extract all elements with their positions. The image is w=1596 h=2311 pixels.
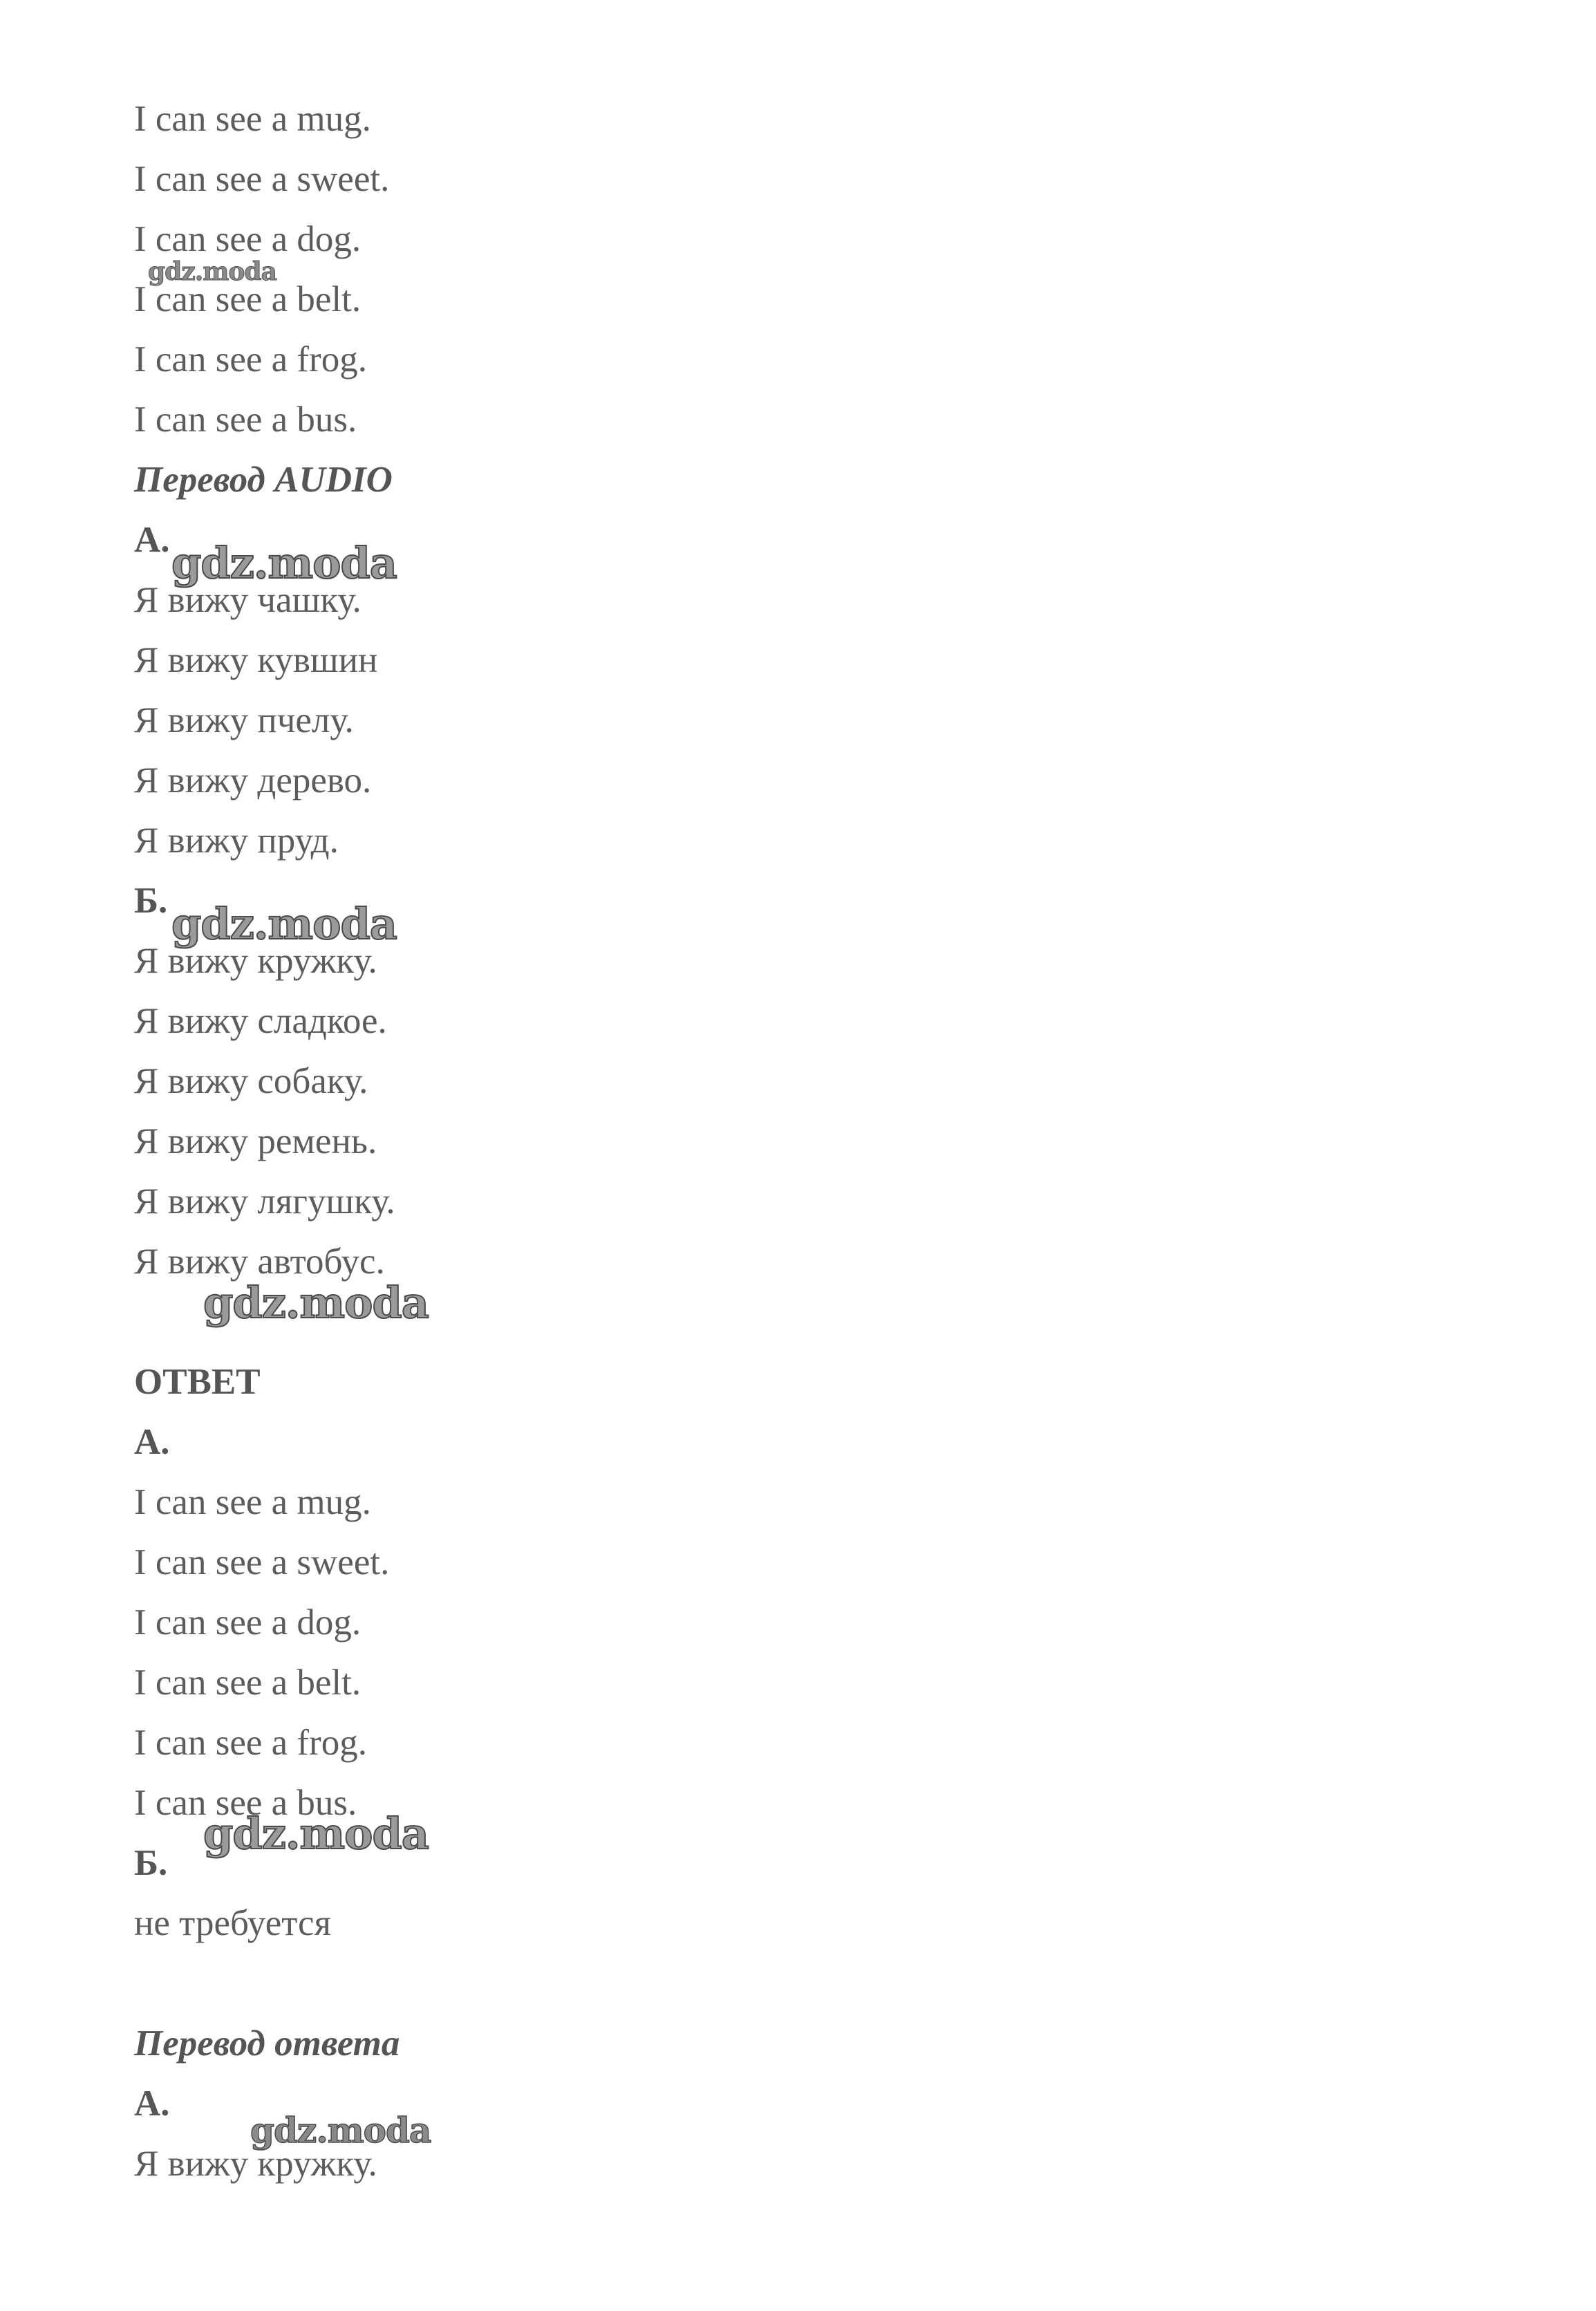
text-line: Я вижу чашку. — [134, 580, 362, 620]
text-line: Я вижу собаку. — [134, 1061, 368, 1101]
text-line: Я вижу дерево. — [134, 760, 372, 801]
text-line: Я вижу сладкое. — [134, 1001, 387, 1041]
text-line: I can see a belt. — [134, 1663, 362, 1703]
text-line: Я вижу лягушку. — [134, 1181, 395, 1222]
section-heading-answer-translation: Перевод ответа — [134, 2023, 400, 2064]
text-line: I can see a bus. — [134, 400, 357, 440]
subsection-label-b: Б. — [134, 881, 168, 921]
text-line: I can see a bus. — [134, 1783, 357, 1823]
subsection-label-a: А. — [134, 520, 170, 560]
watermark-logo: gdz.moda — [203, 1808, 429, 1859]
text-line: I can see a dog. — [134, 1602, 362, 1643]
text-line: I can see a sweet. — [134, 1542, 390, 1582]
section-heading-audio-translation: Перевод AUDIO — [134, 460, 393, 500]
section-heading-answer: ОТВЕТ — [134, 1362, 261, 1402]
text-line: Я вижу кружку. — [134, 2144, 377, 2184]
text-line: I can see a sweet. — [134, 159, 390, 199]
watermark-logo: gdz.moda — [171, 899, 397, 949]
text-line: I can see a mug. — [134, 99, 371, 139]
text-line: I can see a dog. — [134, 219, 362, 259]
watermark-logo: gdz.moda — [250, 2110, 431, 2151]
text-line: I can see a belt. — [134, 279, 362, 319]
text-line: Я вижу кувшин — [134, 640, 378, 680]
subsection-label-b: Б. — [134, 1843, 168, 1883]
subsection-label-a: А. — [134, 2084, 170, 2124]
subsection-label-a: А. — [134, 1422, 170, 1462]
watermark-logo: gdz.moda — [203, 1278, 429, 1328]
text-line: Я вижу автобус. — [134, 1242, 385, 1282]
text-line: I can see a mug. — [134, 1482, 371, 1522]
watermark-logo: gdz.moda — [148, 257, 276, 286]
text-line: I can see a frog. — [134, 1723, 367, 1763]
text-line: Я вижу пруд. — [134, 821, 339, 861]
text-line: Я вижу кружку. — [134, 941, 377, 981]
text-line: Я вижу ремень. — [134, 1121, 377, 1161]
text-line: не требуется — [134, 1903, 331, 1943]
text-line: I can see a frog. — [134, 339, 367, 380]
text-line: Я вижу пчелу. — [134, 700, 354, 740]
watermark-logo: gdz.moda — [171, 538, 397, 588]
